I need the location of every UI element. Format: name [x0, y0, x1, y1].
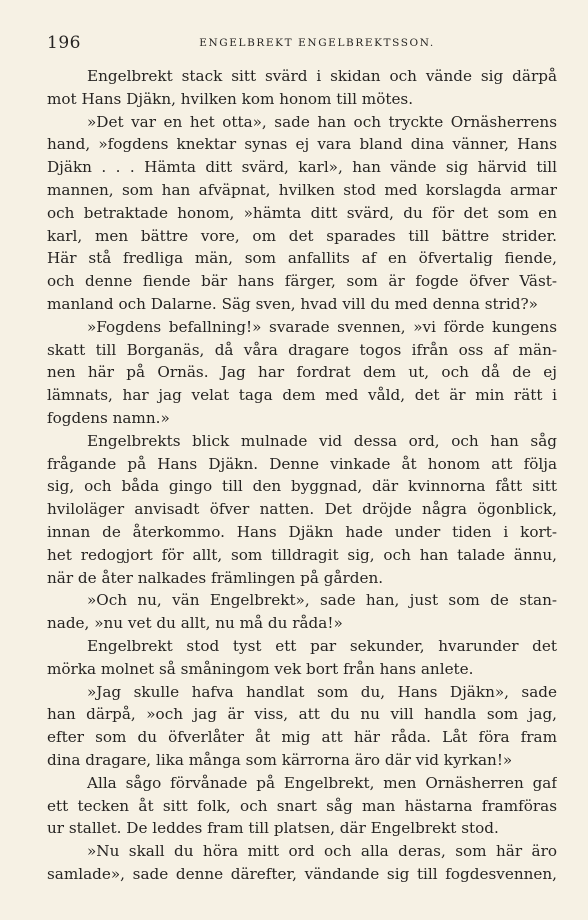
- text-line: »Fogdens befallning!» svarade svennen, »vi förde kungens: [87, 317, 557, 336]
- text-line: efter som du öfverlåter åt mig att här råda. Låt föra fram: [47, 728, 557, 747]
- text-line: »Nu skall du höra mitt ord och alla deras, som här äro: [87, 842, 557, 861]
- text-line: hand, »fogdens knektar synas ej vara bland dina vänner, Hans: [47, 135, 557, 154]
- text-line: och denne fiende bär hans färger, som är fogde öfver Väst-: [47, 272, 557, 291]
- text-line: »Och nu, vän Engelbrekt», sade han, just som de stan-: [87, 591, 557, 610]
- text-line: ett tecken åt sitt folk, och snart såg man hästarna framföras: [47, 796, 557, 815]
- text-line: mot Hans Djäkn, hvilken kom honom till mötes.: [47, 89, 414, 108]
- text-line: sig, och båda gingo till den byggnad, där kvinnorna fått sitt: [47, 477, 557, 496]
- text-line: fogdens namn.»: [47, 408, 170, 427]
- text-line: ur stallet. De leddes fram till platsen, där Engelbrekt stod.: [47, 819, 499, 838]
- page-header: [47, 33, 557, 53]
- text-line: het redogjort för allt, som tilldragit sig, och han talade ännu,: [47, 545, 557, 564]
- text-line: han därpå, »och jag är viss, att du nu vill handla som jag,: [47, 705, 557, 724]
- text-line: när de åter nalkades främlingen på gården.: [47, 568, 384, 587]
- text-line: Alla sågo förvånade på Engelbrekt, men Ornäsherren gaf: [87, 773, 557, 792]
- text-line: mannen, som han afväpnat, hvilken stod med korslagda armar: [47, 180, 557, 199]
- text-line: manland och Dalarne. Säg sven, hvad vill du med denna strid?»: [47, 294, 538, 313]
- text-line: lämnats, har jag velat taga dem med våld, det är min rätt i: [47, 386, 557, 405]
- text-line: nen här på Ornäs. Jag har fordrat dem ut, och då de ej: [47, 363, 557, 382]
- text-line: Engelbrekt stack sitt svärd i skidan och vände sig därpå: [87, 67, 557, 85]
- text-line: innan de återkommo. Hans Djäkn hade under tiden i kort-: [47, 522, 557, 541]
- text-line: Engelbrekts blick mulnade vid dessa ord, och han såg: [87, 431, 557, 450]
- text-line: dina dragare, lika många som kärrorna äro där vid kyrkan!»: [47, 750, 513, 769]
- text-line: skatt till Borganäs, då våra dragare togos ifrån oss af män-: [47, 340, 557, 359]
- text-line: hviloläger anvisadt öfver natten. Det dröjde några ögonblick,: [47, 500, 557, 519]
- page-number: 196: [47, 33, 81, 53]
- text-line: nade, »nu vet du allt, nu må du råda!»: [47, 614, 343, 633]
- text-line: »Jag skulle hafva handlat som du, Hans Djäkn», sade: [87, 682, 557, 701]
- text-line: Engelbrekt stod tyst ett par sekunder, hvarunder det: [87, 636, 557, 655]
- text-line: Djäkn . . . Hämta ditt svärd, karl», han vände sig härvid till: [47, 158, 557, 177]
- body-text: [47, 65, 557, 886]
- text-line: mörka molnet så småningom vek bort från hans anlete.: [47, 659, 474, 678]
- running-head: ENGELBREKT ENGELBREKTSSON.: [199, 37, 435, 49]
- text-line: karl, men bättre vore, om det sparades till bättre strider.: [47, 226, 557, 245]
- text-line: samlade», sade denne därefter, vändande sig till fogdesvennen,: [47, 864, 557, 883]
- text-line: »Det var en het otta», sade han och tryckte Ornäsherrens: [87, 112, 557, 131]
- text-line: Här stå fredliga män, som anfallits af en öfvertalig fiende,: [47, 249, 557, 268]
- text-line: frågande på Hans Djäkn. Denne vinkade åt honom att följa: [47, 454, 557, 473]
- text-line: och betraktade honom, »hämta ditt svärd, du för det som en: [47, 203, 557, 222]
